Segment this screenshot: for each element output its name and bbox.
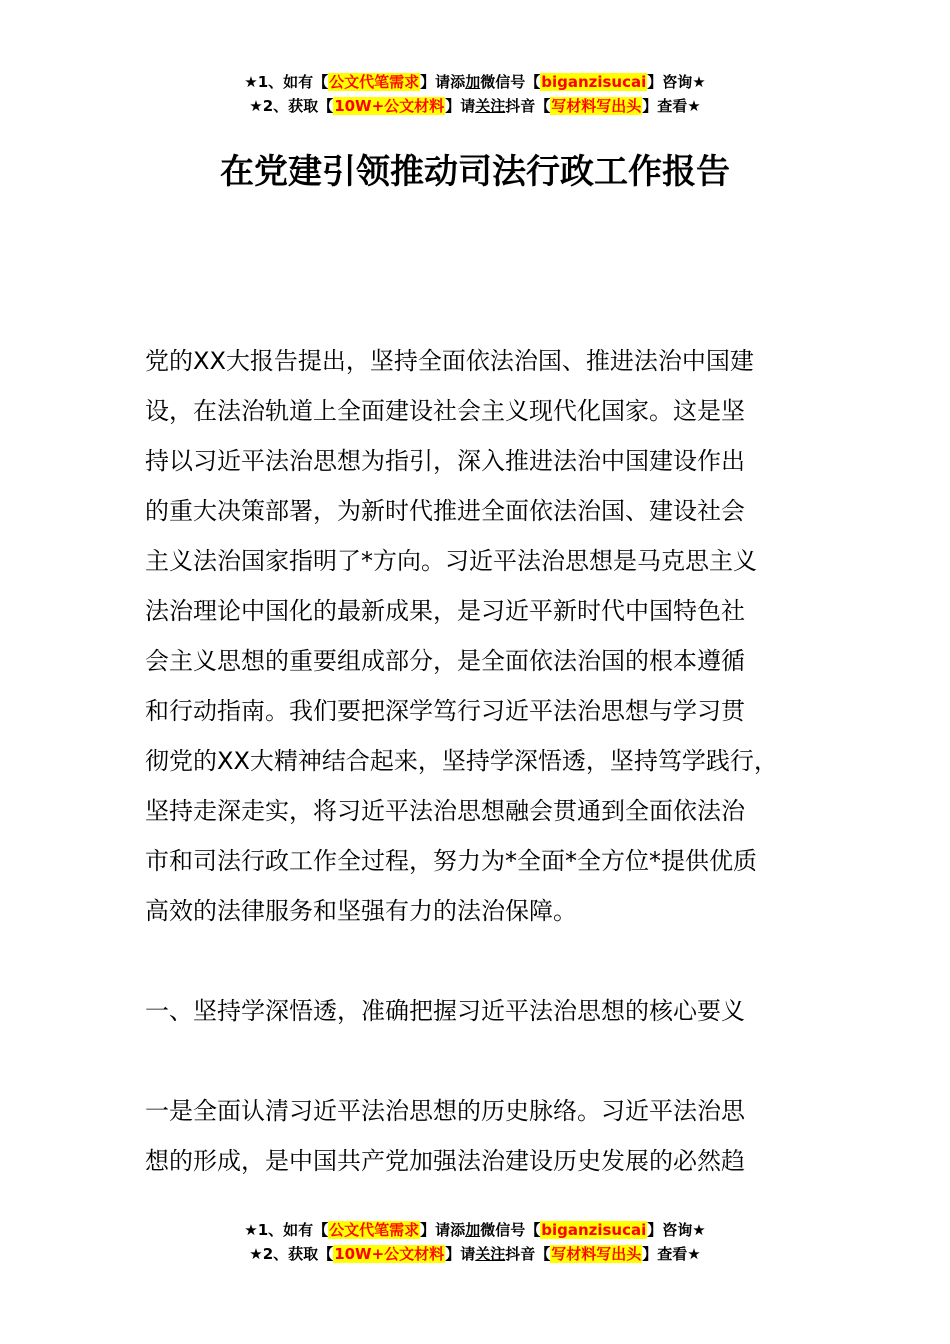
document-body xyxy=(145,336,825,1186)
bottom-banner xyxy=(0,1218,950,1266)
highlight-text: 写材料写出头 xyxy=(551,1245,642,1263)
text-line: 法治理论中国化的最新成果，是习近平新时代中国特色社 xyxy=(145,597,745,625)
text-line: 彻党的XX大精神结合起来，坚持学深悟透，坚持笃学践行， xyxy=(145,747,778,775)
text-line: 设，在法治轨道上全面建设社会主义现代化国家。这是坚 xyxy=(145,397,745,425)
text-line: 市和司法行政工作全过程，努力为*全面*全方位*提供优质 xyxy=(145,847,757,875)
text-line: 和行动指南。我们要把深学笃行习近平法治思想与学习贯 xyxy=(145,697,745,725)
text-line: 主义法治国家指明了*方向。习近平法治思想是马克思主义 xyxy=(145,547,757,575)
paragraph-point-one xyxy=(145,1086,825,1186)
document-title: 在党建引领推动司法行政工作报告 xyxy=(220,152,730,192)
text-line: 一是全面认清习近平法治思想的历史脉络。习近平法治思 xyxy=(145,1097,745,1125)
banner-line-2: ★2、获取【10W+公文材料】请关注抖音【写材料写出头】查看★ xyxy=(249,1245,701,1263)
top-banner xyxy=(0,70,950,118)
highlight-text: biganzisucai xyxy=(541,73,647,91)
banner-line-1: ★1、如有【公文代笔需求】请添加微信号【biganzisucai】咨询★ xyxy=(244,1221,706,1239)
text-line: 高效的法律服务和坚强有力的法治保障。 xyxy=(145,897,577,925)
text-line: 想的形成，是中国共产党加强法治建设历史发展的必然趋 xyxy=(145,1147,745,1175)
highlight-text: 公文代笔需求 xyxy=(329,73,420,91)
text-line: 的重大决策部署，为新时代推进全面依法治国、建设社会 xyxy=(145,497,745,525)
highlight-text: 10W+公文材料 xyxy=(334,1245,445,1263)
text-line: 一、坚持学深悟透，准确把握习近平法治思想的核心要义 xyxy=(145,997,745,1025)
banner-line-1: ★1、如有【公文代笔需求】请添加微信号【biganzisucai】咨询★ xyxy=(244,73,706,91)
highlight-text: 10W+公文材料 xyxy=(334,97,445,115)
paragraph-gap xyxy=(145,936,825,986)
banner-line-2: ★2、获取【10W+公文材料】请关注抖音【写材料写出头】查看★ xyxy=(249,97,701,115)
text-line: 会主义思想的重要组成部分，是全面依法治国的根本遵循 xyxy=(145,647,745,675)
text-line: 持以习近平法治思想为指引，深入推进法治中国建设作出 xyxy=(145,447,745,475)
highlight-text: 公文代笔需求 xyxy=(329,1221,420,1239)
text-line: 坚持走深走实，将习近平法治思想融会贯通到全面依法治 xyxy=(145,797,745,825)
section-heading xyxy=(145,986,825,1036)
paragraph-gap xyxy=(145,1036,825,1086)
highlight-text: 写材料写出头 xyxy=(551,97,642,115)
text-line: 党的XX大报告提出，坚持全面依法治国、推进法治中国建 xyxy=(145,347,754,375)
paragraph-intro xyxy=(145,336,825,936)
highlight-text: biganzisucai xyxy=(541,1221,647,1239)
